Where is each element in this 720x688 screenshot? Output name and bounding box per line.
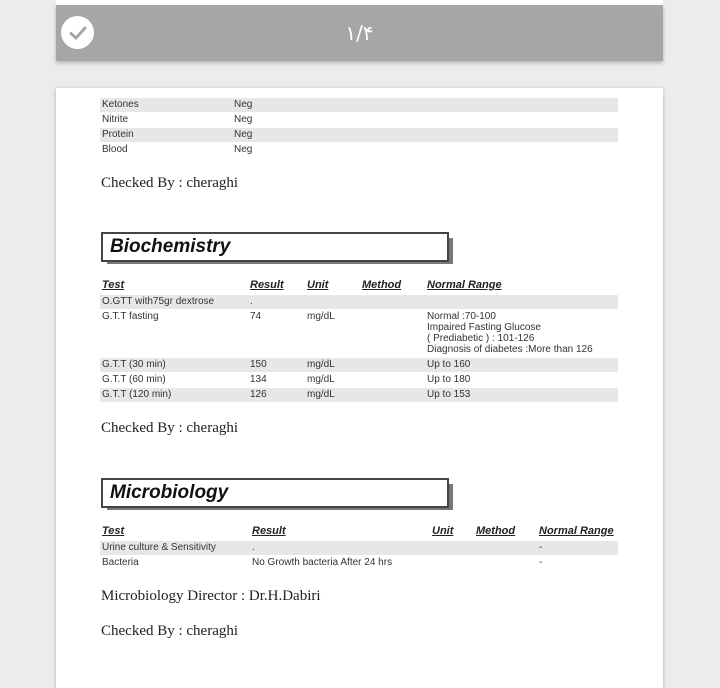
normal-range: Up to 180 [427, 374, 471, 385]
microbiology-section-title [101, 478, 449, 508]
urine-test-value: Neg [234, 144, 253, 155]
test-result: . [250, 296, 253, 307]
range-line: Diagnosis of diabetes :More than 126 [427, 344, 593, 355]
range-line: ( Prediabetic ) : 101-126 [427, 333, 535, 344]
test-unit: mg/dL [307, 311, 335, 322]
column-header-unit: Unit [432, 525, 454, 537]
report-page[interactable] [56, 88, 663, 688]
test-result: . [252, 542, 255, 553]
urine-test-value: Neg [234, 114, 253, 125]
test-unit: mg/dL [307, 374, 335, 385]
test-result: 150 [250, 359, 267, 370]
row-shade [100, 358, 618, 372]
urine-test-name: Ketones [102, 99, 139, 110]
range-line: Impaired Fasting Glucose [427, 322, 541, 333]
urine-test-name: Nitrite [102, 114, 129, 125]
column-header-test: Test [102, 525, 125, 537]
microbiology-director: Microbiology Director : Dr.H.Dabiri [101, 588, 321, 604]
normal-range: Up to 160 [427, 359, 471, 370]
test-unit: mg/dL [307, 359, 335, 370]
viewer-toolbar [56, 5, 663, 61]
test-unit: mg/dL [307, 389, 335, 400]
test-name: O.GTT with75gr dextrose [102, 296, 215, 307]
test-name: Urine culture & Sensitivity [102, 542, 216, 553]
biochemistry-section-title [101, 232, 449, 262]
test-name: Bacteria [102, 557, 139, 568]
test-name: G.T.T (60 min) [102, 374, 166, 385]
column-header-result: Result [250, 279, 284, 291]
urine-test-value: Neg [234, 129, 253, 140]
normal-range [427, 311, 627, 355]
normal-range: Up to 153 [427, 389, 471, 400]
checked-by: Checked By : cheraghi [101, 623, 239, 639]
row-shade [100, 128, 618, 142]
urine-test-name: Protein [102, 129, 134, 140]
row-shade [100, 98, 618, 112]
column-header-method: Method [476, 525, 516, 537]
test-result: 74 [250, 311, 262, 322]
section-title-text: Microbiology [110, 482, 229, 503]
row-shade [100, 388, 618, 402]
normal-range: - [539, 542, 543, 553]
checked-by: Checked By : cheraghi [101, 420, 239, 436]
section-title-text: Biochemistry [110, 236, 231, 257]
column-header-method: Method [362, 279, 402, 291]
column-header-normal-range: Normal Range [427, 279, 502, 291]
page-counter: ۱/۴ [345, 21, 374, 45]
test-name: G.T.T fasting [102, 311, 159, 322]
normal-range: - [539, 557, 543, 568]
urine-test-value: Neg [234, 99, 253, 110]
test-name: G.T.T (120 min) [102, 389, 172, 400]
test-result: 134 [250, 374, 267, 385]
test-name: G.T.T (30 min) [102, 359, 166, 370]
test-result: No Growth bacteria After 24 hrs [252, 557, 393, 568]
column-header-result: Result [252, 525, 286, 537]
checked-by: Checked By : cheraghi [101, 175, 239, 191]
column-header-unit: Unit [307, 279, 329, 291]
column-header-test: Test [102, 279, 125, 291]
column-header-normal-range: Normal Range [539, 525, 614, 537]
test-result: 126 [250, 389, 267, 400]
range-line: Normal :70-100 [427, 311, 496, 322]
urine-test-name: Blood [102, 144, 128, 155]
